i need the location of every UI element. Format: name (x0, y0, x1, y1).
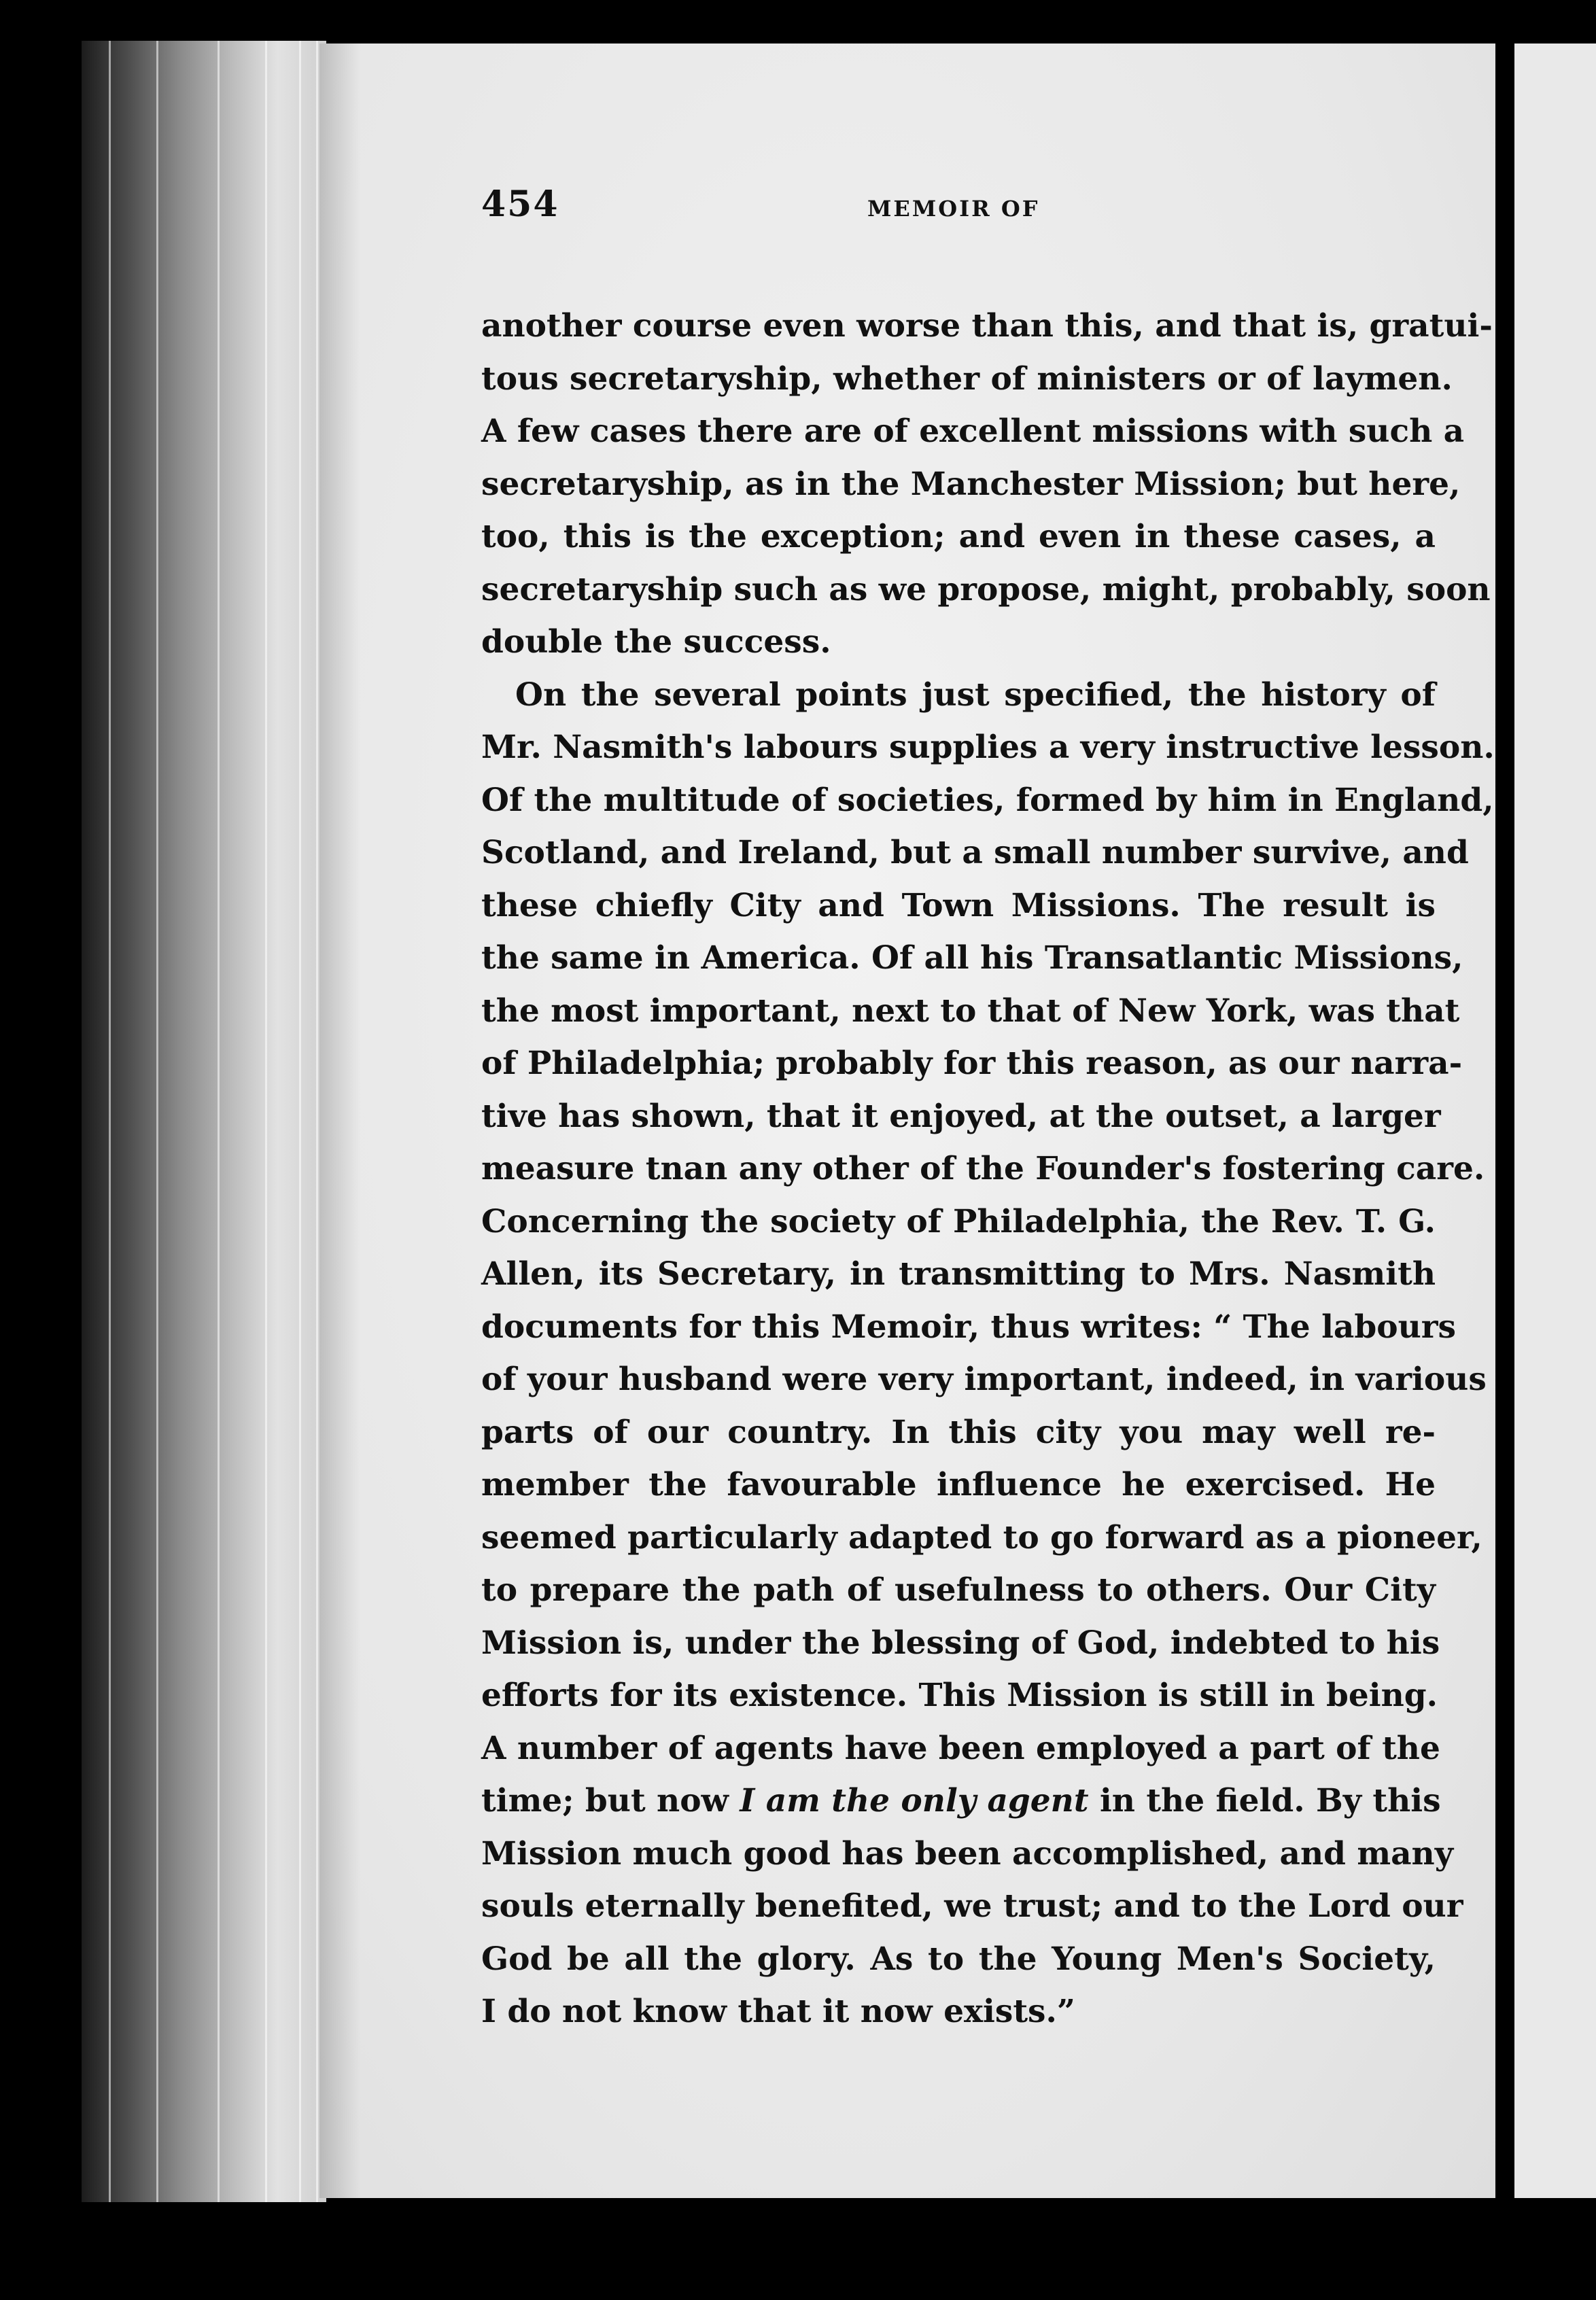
text-line: souls eternally benefited, we trust; and to the Lord our (481, 1887, 1463, 1925)
text-line-with-italic (481, 1775, 1441, 1828)
text-line: the most important, next to that of New York, was that (481, 992, 1460, 1030)
book-page-edges (82, 41, 326, 2202)
text-line: seemed particularly adapted to go forward as a pioneer, (481, 1518, 1482, 1556)
text-line: to prepare the path of usefulness to others. Our City (481, 1571, 1436, 1609)
text-line: Mission is, under the blessing of God, indebted to his (481, 1624, 1440, 1662)
page-edge-line (265, 41, 267, 2202)
text-line: efforts for its existence. This Mission is still in being. (481, 1677, 1438, 1714)
text-line: God be all the glory. As to the Young Men's Society, (481, 1940, 1436, 1978)
text-line: Allen, its Secretary, in transmitting to Mrs. Nasmith (481, 1255, 1436, 1293)
running-head: MEMOIR OF (867, 196, 1040, 222)
page-number: 454 (481, 184, 559, 225)
text-line: secretaryship, as in the Manchester Mission; but here, (481, 465, 1461, 503)
text-line: double the success. (481, 623, 831, 661)
text-line: these chiefly City and Town Missions. The result is (481, 886, 1436, 924)
text-fragment: time; but now (481, 1782, 740, 1819)
italic-text: I am the only agent (740, 1782, 1089, 1819)
page-edge-line (316, 41, 318, 2202)
text-line: Mission much good has been accomplished, and many (481, 1834, 1454, 1872)
facing-page-edge (1514, 43, 1596, 2198)
page-header (481, 184, 1460, 238)
text-line: of Philadelphia; probably for this reason, as our narra- (481, 1045, 1463, 1082)
text-line: Scotland, and Ireland, but a small number survive, and (481, 834, 1469, 871)
text-line: On the several points just specified, the history of (515, 676, 1436, 714)
page-edge-line (299, 41, 301, 2202)
text-line: another course even worse than this, and that is, gratui- (481, 307, 1493, 345)
text-line: Of the multitude of societies, formed by him in England, (481, 781, 1494, 819)
text-line: A few cases there are of excellent missions with such a (481, 413, 1465, 450)
text-line: member the favourable influence he exercised. He (481, 1466, 1436, 1503)
text-line: secretaryship such as we propose, might, probably, soon (481, 570, 1491, 608)
page-edge-line (109, 41, 111, 2202)
text-fragment: in the field. By this (1088, 1782, 1441, 1819)
gutter-shadow (319, 43, 360, 2198)
page-edge-line (156, 41, 158, 2202)
page-edge-line (218, 41, 220, 2202)
text-line: measure tnan any other of the Founder's fostering care. (481, 1150, 1485, 1187)
book-page (319, 43, 1495, 2198)
text-line: Concerning the society of Philadelphia, the Rev. T. G. (481, 1202, 1436, 1240)
text-line: of your husband were very important, indeed, in various (481, 1361, 1487, 1398)
text-line: I do not know that it now exists.” (481, 1993, 1075, 2030)
text-line: the same in America. Of all his Transatlantic Missions, (481, 939, 1463, 977)
text-line: parts of our country. In this city you may well re- (481, 1413, 1436, 1451)
text-line: A number of agents have been employed a part of the (481, 1729, 1440, 1767)
text-line: documents for this Memoir, thus writes: “ The labours (481, 1308, 1456, 1346)
text-line: Mr. Nasmith's labours supplies a very instructive lesson. (481, 729, 1495, 766)
text-line: tive has shown, that it enjoyed, at the outset, a larger (481, 1097, 1441, 1135)
page-body-text (481, 300, 1495, 2038)
text-line: too, this is the exception; and even in these cases, a (481, 518, 1436, 555)
text-line: tous secretaryship, whether of ministers or of laymen. (481, 360, 1453, 398)
